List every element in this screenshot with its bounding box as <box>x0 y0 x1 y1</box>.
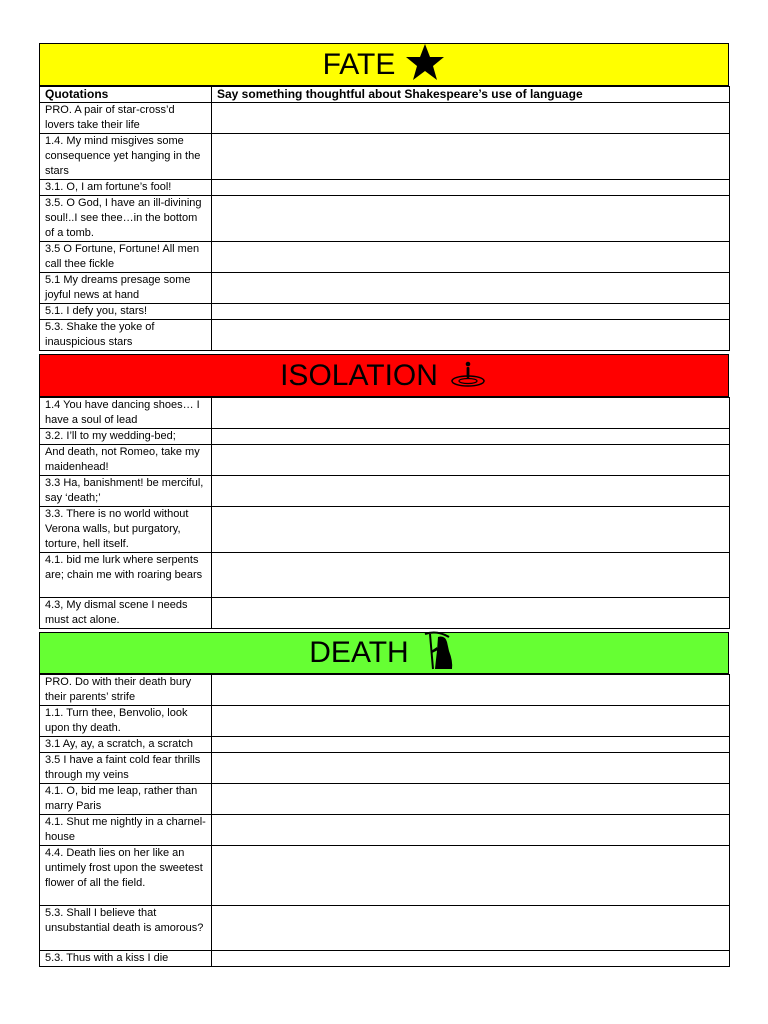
table-row <box>40 476 730 507</box>
quotation-cell: 3.5. O God, I have an ill-divining soul!..I see thee…in the bottom of a tomb. <box>40 196 212 242</box>
response-cell[interactable] <box>212 675 730 706</box>
quotation-cell: PRO. A pair of star-cross’d lovers take their life <box>40 103 212 134</box>
analysis-header: Say something thoughtful about Shakespeare’s use of language <box>212 87 730 103</box>
table-row <box>40 598 730 629</box>
response-cell[interactable] <box>212 507 730 553</box>
response-cell[interactable] <box>212 846 730 906</box>
star-icon <box>405 43 445 86</box>
lone-figure-icon <box>448 358 488 393</box>
isolation-table <box>39 397 730 629</box>
response-cell[interactable] <box>212 273 730 304</box>
response-cell[interactable] <box>212 429 730 445</box>
table-row <box>40 134 730 180</box>
response-cell[interactable] <box>212 784 730 815</box>
quotation-cell: 3.1. O, I am fortune’s fool! <box>40 180 212 196</box>
table-row <box>40 445 730 476</box>
table-row <box>40 706 730 737</box>
response-cell[interactable] <box>212 706 730 737</box>
quotation-cell: 4.4. Death lies on her like an untimely frost upon the sweetest flower of all the field. <box>40 846 212 906</box>
death-table <box>39 674 730 967</box>
response-cell[interactable] <box>212 196 730 242</box>
death-title: DEATH <box>309 636 409 669</box>
table-row <box>40 103 730 134</box>
quotation-cell: 3.3. There is no world without Verona walls, but purgatory, torture, hell itself. <box>40 507 212 553</box>
table-row <box>40 846 730 906</box>
quotation-cell: 3.2. I’ll to my wedding-bed; <box>40 429 212 445</box>
response-cell[interactable] <box>212 815 730 846</box>
response-cell[interactable] <box>212 304 730 320</box>
quotation-cell: 4.1. bid me lurk where serpents are; chain me with roaring bears <box>40 553 212 598</box>
response-cell[interactable] <box>212 951 730 967</box>
fate-header <box>39 43 729 86</box>
quotation-cell: 5.3. Shake the yoke of inauspicious stars <box>40 320 212 351</box>
table-row <box>40 304 730 320</box>
response-cell[interactable] <box>212 553 730 598</box>
response-cell[interactable] <box>212 103 730 134</box>
quotation-cell: 5.3. Shall I believe that unsubstantial death is amorous? <box>40 906 212 951</box>
isolation-title: ISOLATION <box>280 358 438 392</box>
response-cell[interactable] <box>212 476 730 507</box>
quotations-header: Quotations <box>40 87 212 103</box>
table-row <box>40 784 730 815</box>
worksheet <box>39 43 729 967</box>
quotation-cell: 1.4 You have dancing shoes… I have a soul of lead <box>40 398 212 429</box>
quotation-cell: 5.1 My dreams presage some joyful news at hand <box>40 273 212 304</box>
quotation-cell: 1.4. My mind misgives some consequence yet hanging in the stars <box>40 134 212 180</box>
quotation-cell: And death, not Romeo, take my maidenhead! <box>40 445 212 476</box>
quotation-cell: PRO. Do with their death bury their parents’ strife <box>40 675 212 706</box>
table-row <box>40 320 730 351</box>
table-row <box>40 737 730 753</box>
response-cell[interactable] <box>212 906 730 951</box>
response-cell[interactable] <box>212 398 730 429</box>
table-row <box>40 951 730 967</box>
table-row <box>40 675 730 706</box>
table-row <box>40 815 730 846</box>
table-row <box>40 553 730 598</box>
quotation-cell: 4.1. Shut me nightly in a charnel-house <box>40 815 212 846</box>
quotation-cell: 3.3 Ha, banishment! be merciful, say ‘death;’ <box>40 476 212 507</box>
quotation-cell: 4.1. O, bid me leap, rather than marry Paris <box>40 784 212 815</box>
quotation-cell: 5.3. Thus with a kiss I die <box>40 951 212 967</box>
table-row <box>40 906 730 951</box>
response-cell[interactable] <box>212 180 730 196</box>
response-cell[interactable] <box>212 737 730 753</box>
death-header <box>39 632 729 674</box>
isolation-header <box>39 354 729 397</box>
quotation-cell: 1.1. Turn thee, Benvolio, look upon thy death. <box>40 706 212 737</box>
response-cell[interactable] <box>212 445 730 476</box>
quotation-cell: 3.5 I have a faint cold fear thrills through my veins <box>40 753 212 784</box>
table-row <box>40 753 730 784</box>
header-row <box>40 87 730 103</box>
table-row <box>40 398 730 429</box>
quotation-cell: 3.1 Ay, ay, a scratch, a scratch <box>40 737 212 753</box>
table-row <box>40 180 730 196</box>
response-cell[interactable] <box>212 242 730 273</box>
quotation-cell: 3.5 O Fortune, Fortune! All men call thee fickle <box>40 242 212 273</box>
quotation-cell: 5.1. I defy you, stars! <box>40 304 212 320</box>
fate-title: FATE <box>322 47 396 81</box>
response-cell[interactable] <box>212 598 730 629</box>
response-cell[interactable] <box>212 134 730 180</box>
table-row <box>40 429 730 445</box>
table-row <box>40 273 730 304</box>
quotation-cell: 4.3, My dismal scene I needs must act alone. <box>40 598 212 629</box>
table-row <box>40 507 730 553</box>
table-row <box>40 242 730 273</box>
table-row <box>40 196 730 242</box>
response-cell[interactable] <box>212 320 730 351</box>
response-cell[interactable] <box>212 753 730 784</box>
fate-table <box>39 86 730 351</box>
grim-reaper-icon <box>419 631 459 676</box>
